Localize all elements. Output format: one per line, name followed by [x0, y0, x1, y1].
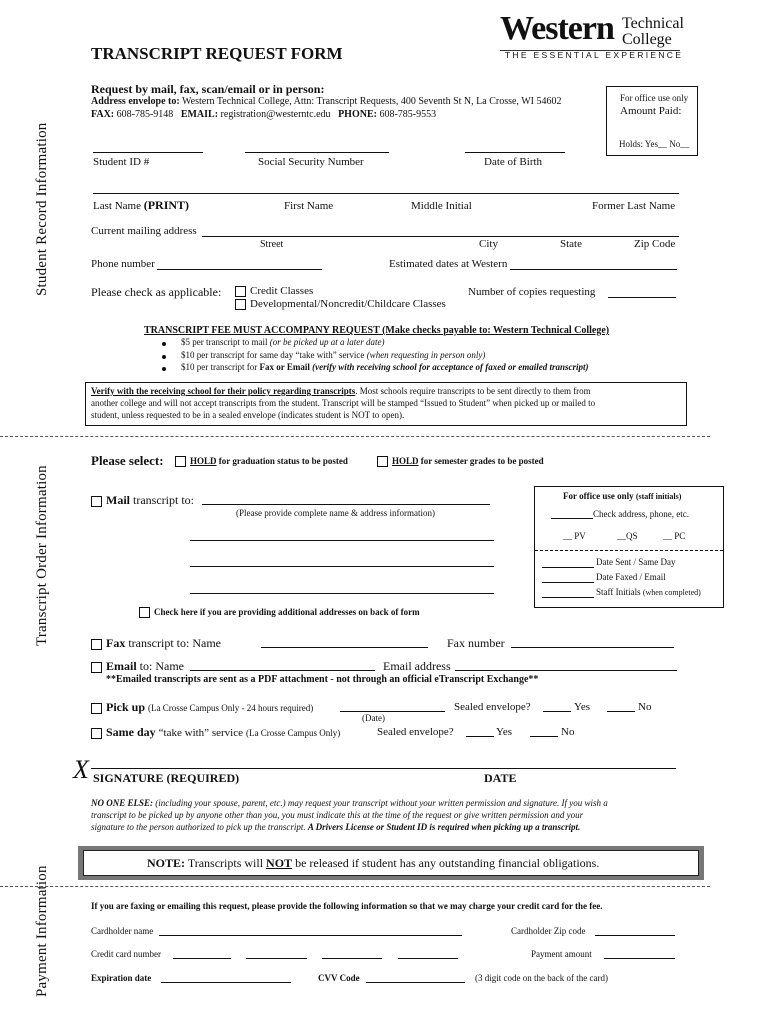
- mail-checkbox[interactable]: [91, 496, 102, 507]
- office2-staff: (staff initials): [635, 492, 682, 501]
- side-label-order: Transcript Order Information: [34, 465, 50, 646]
- fax-number: 608-785-9148: [116, 109, 174, 120]
- additional-addresses-option[interactable]: [139, 607, 420, 618]
- expiration-date-field[interactable]: [161, 982, 291, 983]
- phone-number: 608-785-9553: [379, 109, 437, 120]
- phone-number-label: Phone number: [91, 258, 155, 270]
- verify-line-3: student, unless requested to be in a sealed envelope (indicates student is NOT to open).: [91, 410, 405, 420]
- address-line: [91, 96, 562, 107]
- fee-bullet-3: [181, 362, 589, 372]
- email-to-text: to: Name: [139, 659, 184, 673]
- office2-title: [563, 491, 681, 501]
- pickup-note: (La Crosse Campus Only - 24 hours required): [148, 703, 314, 713]
- no-one-line-1: [91, 798, 608, 808]
- fee-b2-text: $10 per transcript for same day “take with” service: [181, 350, 365, 360]
- fee-b3-bold: Fax or Email: [259, 362, 310, 372]
- fax-name-field[interactable]: [261, 647, 428, 648]
- state-label: State: [560, 238, 582, 250]
- check-applicable-label: Please check as applicable:: [91, 285, 222, 299]
- contact-line: [91, 109, 436, 120]
- address-text: Western Technical College, Attn: Transcript Requests, 400 Seventh St N, La Crosse, WI 54602: [182, 96, 562, 107]
- phone-number-field[interactable]: [157, 269, 322, 270]
- cvv-field[interactable]: [366, 982, 465, 983]
- pickup-sealed-label: Sealed envelope?: [454, 701, 531, 713]
- request-line: Request by mail, fax, scan/email or in person:: [91, 82, 325, 96]
- hold1-text: HOLD: [190, 456, 217, 466]
- cvv-label: CVV Code: [318, 973, 360, 983]
- developmental-text: Developmental/Noncredit/Childcare Classes: [250, 298, 446, 310]
- sameday-no[interactable]: No: [561, 726, 575, 738]
- credit-classes-text: Credit Classes: [250, 285, 314, 297]
- no-one-line-2: transcript to be picked up by anyone other than you, you must indicate this at the time of the request or give written permission and your: [91, 810, 584, 820]
- no-one-l3b: A Drivers License or Student ID is required when picking up a transcript.: [307, 822, 581, 832]
- pickup-date-label: (Date): [362, 713, 385, 723]
- student-id-label: Student ID #: [93, 156, 150, 168]
- ssn-label: Social Security Number: [258, 156, 364, 168]
- fax-label: FAX:: [91, 109, 115, 120]
- office2-sent: Date Sent / Same Day: [596, 557, 676, 567]
- signature-label: SIGNATURE (REQUIRED): [93, 771, 240, 785]
- dob-label: Date of Birth: [484, 156, 543, 168]
- mail-text: Mail: [106, 493, 130, 507]
- note-label: NOTE:: [147, 856, 186, 870]
- email-option[interactable]: [91, 659, 184, 674]
- zip-label: Zip Code: [634, 238, 676, 250]
- same-day-option[interactable]: [91, 725, 340, 740]
- additional-addresses-text: Check here if you are providing additional addresses on back of form: [154, 607, 420, 617]
- logo: [500, 10, 614, 48]
- office2-check: Check address, phone, etc.: [593, 509, 689, 519]
- side-label-payment: Payment Information: [34, 865, 50, 997]
- estimated-dates-field[interactable]: [510, 269, 677, 270]
- logo-college: College: [622, 31, 672, 48]
- fax-option[interactable]: [91, 636, 221, 651]
- hold-graduation-checkbox[interactable]: [175, 456, 186, 467]
- card-number-field-2[interactable]: [246, 958, 307, 959]
- emailed-note: **Emailed transcripts are sent as a PDF attachment - not through an official eTranscript Exchange**: [106, 674, 539, 685]
- hold-semester-option[interactable]: [377, 456, 544, 467]
- no-one-l1: (including your spouse, parent, etc.) may request your transcript without your written permission and signature. If you wish a: [155, 798, 608, 808]
- office-use-box-2: [534, 486, 724, 608]
- hold-graduation-option[interactable]: [175, 456, 348, 467]
- office2-pv: __ PV: [563, 531, 586, 541]
- office2-initials: Staff Initials: [596, 587, 641, 597]
- mail-name-field[interactable]: [202, 504, 490, 505]
- office2-initials-line: [596, 587, 701, 597]
- phone-label: PHONE:: [338, 109, 377, 120]
- address-label: Address envelope to:: [91, 96, 180, 107]
- fee-heading: TRANSCRIPT FEE MUST ACCOMPANY REQUEST (Make checks payable to: Western Technical College): [144, 325, 610, 336]
- mail-note: (Please provide complete name & address information): [236, 508, 435, 518]
- fax-number-field[interactable]: [511, 647, 674, 648]
- cvv-note: (3 digit code on the back of the card): [475, 973, 608, 983]
- no-one-line-3: [91, 822, 580, 832]
- verify-l1: . Most schools require transcripts to be sent directly to them from: [355, 386, 591, 396]
- card-number-label: Credit card number: [91, 949, 161, 959]
- office2-faxed: Date Faxed / Email: [596, 572, 666, 582]
- logo-tagline: THE ESSENTIAL EXPERIENCE: [505, 50, 684, 60]
- mail-address-field-3[interactable]: [190, 593, 494, 594]
- note-text: [147, 856, 599, 871]
- cardholder-name-label: Cardholder name: [91, 926, 154, 936]
- fee-b2-note: (when requesting in person only): [366, 350, 486, 360]
- estimated-dates-label: Estimated dates at Western: [389, 258, 508, 270]
- developmental-option[interactable]: [235, 298, 446, 310]
- email-name-field[interactable]: [190, 670, 375, 671]
- fee-b1-note: (or be picked up at a later date): [269, 337, 385, 347]
- fee-b1-text: $5 per transcript to mail: [181, 337, 268, 347]
- pickup-no[interactable]: No: [638, 701, 652, 713]
- verify-line-1: [91, 386, 591, 396]
- additional-addresses-checkbox[interactable]: [139, 607, 150, 618]
- card-number-field-4[interactable]: [398, 958, 458, 959]
- fee-bullet-1: [181, 337, 384, 347]
- street-label: Street: [260, 239, 284, 250]
- fee-bullet-2: [181, 350, 485, 360]
- last-name-label: [93, 198, 189, 213]
- pickup-checkbox[interactable]: [91, 703, 102, 714]
- middle-initial-label: Middle Initial: [411, 200, 472, 212]
- office2-when: (when completed): [642, 588, 701, 597]
- fee-b3-text: $10 per transcript for: [181, 362, 258, 372]
- card-number-field-1[interactable]: [173, 958, 231, 959]
- mail-address-field-2[interactable]: [190, 566, 494, 567]
- email-address: registration@westerntc.edu: [220, 109, 331, 120]
- same-day-text: Same day: [106, 725, 156, 739]
- email-text: Email: [106, 659, 137, 673]
- signature-x: X: [73, 755, 89, 784]
- city-label: City: [479, 238, 498, 250]
- former-last-name-label: Former Last Name: [592, 200, 676, 212]
- verify-box: [85, 382, 687, 426]
- hold-semester-checkbox[interactable]: [377, 456, 388, 467]
- office2-qs: __QS: [617, 531, 638, 541]
- holds-label: Holds: Yes__ No__: [619, 139, 690, 149]
- fax-number-label: Fax number: [447, 636, 505, 650]
- mail-address-field-1[interactable]: [190, 540, 494, 541]
- hold2-text: HOLD: [392, 456, 419, 466]
- hold2-desc: for semester grades to be posted: [420, 456, 544, 466]
- payment-amount-field[interactable]: [604, 958, 675, 959]
- note-not: NOT: [266, 856, 293, 870]
- office-use-label: For office use only: [620, 93, 689, 103]
- cardholder-zip-label: Cardholder Zip code: [511, 926, 586, 936]
- pickup-text: Pick up: [106, 700, 146, 714]
- page-title: TRANSCRIPT REQUEST FORM: [91, 44, 343, 63]
- credit-classes-checkbox[interactable]: [235, 286, 246, 297]
- same-day-checkbox[interactable]: [91, 728, 102, 739]
- fax-checkbox[interactable]: [91, 639, 102, 650]
- expiration-date-label: Expiration date: [91, 973, 152, 983]
- credit-classes-option[interactable]: [235, 285, 313, 297]
- cardholder-name-field[interactable]: [159, 935, 462, 936]
- email-address-field[interactable]: [455, 670, 677, 671]
- cardholder-zip-field[interactable]: [595, 935, 675, 936]
- print-text: (PRINT): [143, 198, 190, 212]
- hold1-desc: for graduation status to be posted: [218, 456, 348, 466]
- copies-label: Number of copies requesting: [468, 286, 596, 298]
- note-b: be released if student has any outstanding financial obligations.: [295, 856, 600, 870]
- office-use-box-1: [606, 86, 698, 156]
- amount-paid-label: Amount Paid:: [620, 105, 682, 117]
- mailing-address-label: Current mailing address: [91, 225, 197, 237]
- verify-bold: Verify with the receiving school for their policy regarding transcripts: [91, 386, 356, 396]
- fee-b3-note: (verify with receiving school for acceptance of faxed or emailed transcript): [312, 362, 589, 372]
- office2-title-text: For office use only: [563, 491, 634, 501]
- office2-pc: __ PC: [663, 531, 686, 541]
- verify-line-2: another college and will not accept transcripts from the student. Transcript will be stamped “Issued to Student” when picked up or mailed to: [91, 398, 596, 408]
- logo-western: Western: [500, 10, 614, 47]
- mail-to-text: transcript to:: [133, 493, 194, 507]
- payment-amount-label: Payment amount: [531, 949, 592, 959]
- no-one-l3a: signature to the person authorized to pick up the transcript.: [91, 822, 306, 832]
- copies-field[interactable]: [608, 297, 676, 298]
- card-number-field-3[interactable]: [322, 958, 382, 959]
- logo-technical: Technical: [622, 15, 684, 32]
- no-one-head: NO ONE ELSE:: [91, 798, 154, 808]
- note-box: [78, 846, 704, 880]
- first-name-label: First Name: [284, 200, 334, 212]
- side-label-student: Student Record Information: [34, 122, 50, 296]
- please-select-label: Please select:: [91, 453, 164, 468]
- email-label: EMAIL:: [180, 109, 219, 120]
- pickup-yes[interactable]: Yes: [574, 701, 591, 713]
- same-day-desc: “take with” service: [158, 727, 243, 739]
- same-day-note: (La Crosse Campus Only): [245, 728, 341, 738]
- last-name-text: Last Name: [93, 200, 141, 212]
- sameday-sealed-label: Sealed envelope?: [377, 726, 454, 738]
- developmental-checkbox[interactable]: [235, 299, 246, 310]
- sameday-yes[interactable]: Yes: [496, 726, 513, 738]
- date-label: DATE: [484, 771, 517, 785]
- pickup-date-field[interactable]: [340, 711, 445, 712]
- pickup-option[interactable]: [91, 700, 313, 715]
- fax-to-text: transcript to: Name: [128, 636, 221, 650]
- signature-line[interactable]: [91, 768, 676, 769]
- payment-intro: If you are faxing or emailing this request, please provide the following information so that we may charge your credit card for the fee.: [91, 901, 603, 911]
- mail-option[interactable]: [91, 493, 194, 508]
- note-a: Transcripts will: [187, 856, 264, 870]
- fax-text: Fax: [106, 636, 126, 650]
- email-checkbox[interactable]: [91, 662, 102, 673]
- email-address-label: Email address: [383, 659, 451, 673]
